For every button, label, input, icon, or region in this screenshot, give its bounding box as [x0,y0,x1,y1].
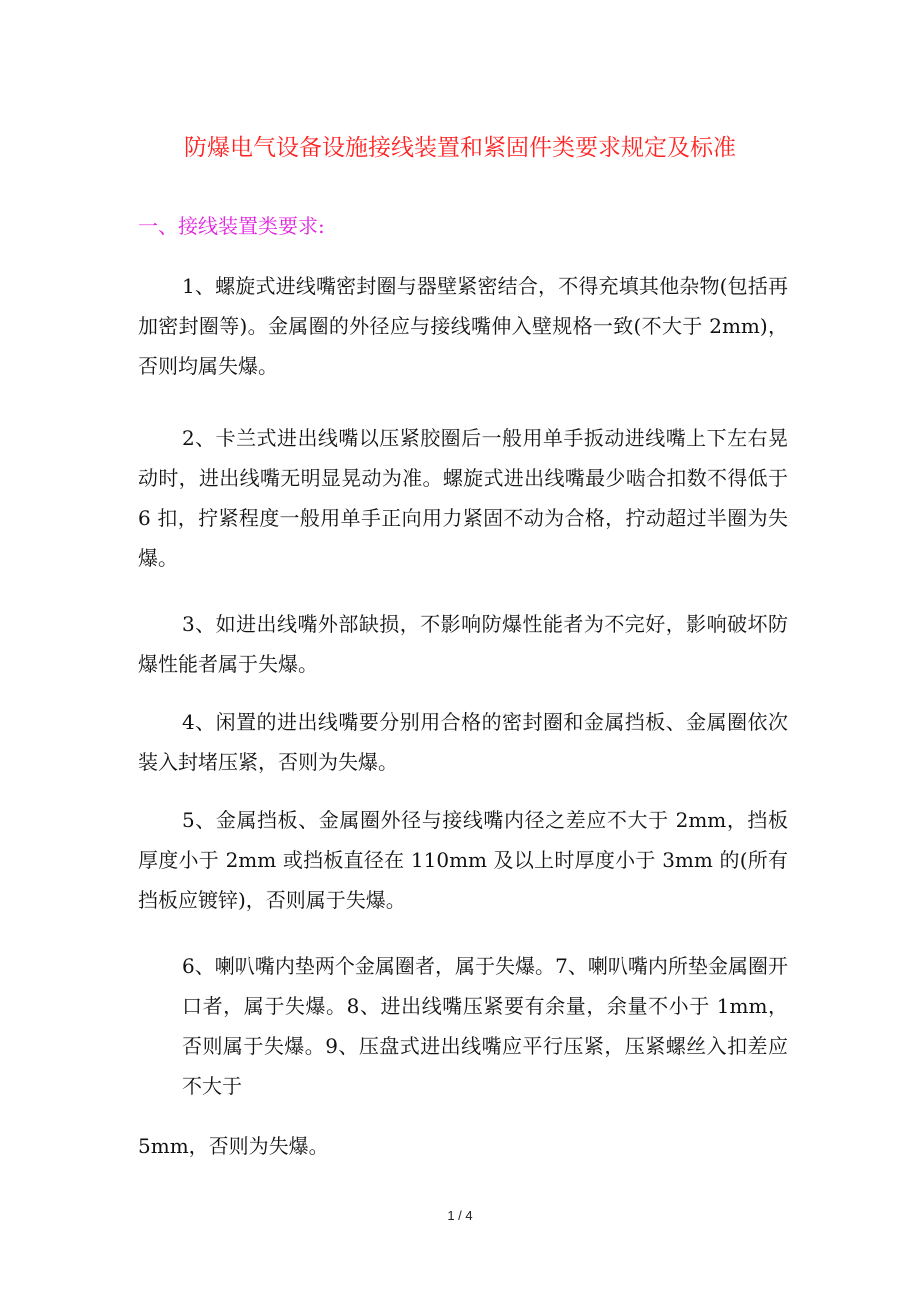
paragraph-4: 4、闲置的进出线嘴要分别用合格的密封圈和金属挡板、金属圈依次装入封堵压紧，否则为失爆。 [138,710,788,774]
paragraph-1: 1、螺旋式进线嘴密封圈与器壁紧密结合，不得充填其他杂物(包括再加密封圈等)。金属圈的外径应与接线嘴伸入壁规格一致(不大于 2mm)，否则均属失爆。 [138,274,788,378]
paragraph-6-tail: 5mm，否则为失爆。 [138,1134,329,1158]
paragraph-6: 6、喇叭嘴内垫两个金属圈者，属于失爆。7、喇叭嘴内所垫金属圈开口者，属于失爆。8、进出线嘴压紧要有余量，余量不小于 1mm，否则属于失爆。9、压盘式进出线嘴应平行压紧，压紧螺丝入扣差应不大于 [182,954,788,1098]
paragraph-5: 5、金属挡板、金属圈外径与接线嘴内径之差应不大于 2mm，挡板厚度小于 2mm 或挡板直径在 110mm 及以上时厚度小于 3mm 的(所有挡板应镀锌)，否则属于失爆。 [138,808,788,912]
page-number: 1 / 4 [447,1208,473,1223]
paragraph-3: 3、如进出线嘴外部缺损，不影响防爆性能者为不完好，影响破坏防爆性能者属于失爆。 [138,612,788,676]
document-title: 防爆电气设备设施接线装置和紧固件类要求规定及标准 [184,135,736,161]
section-heading: 一、接线装置类要求: [138,214,325,238]
paragraph-2: 2、卡兰式进出线嘴以压紧胶圈后一般用单手扳动进线嘴上下左右晃动时，进出线嘴无明显晃动为准。螺旋式进出线嘴最少啮合扣数不得低于 6 扣，拧紧程度一般用单手正向用力紧固不动为合格，拧动超过半圈为失爆。 [138,426,788,570]
